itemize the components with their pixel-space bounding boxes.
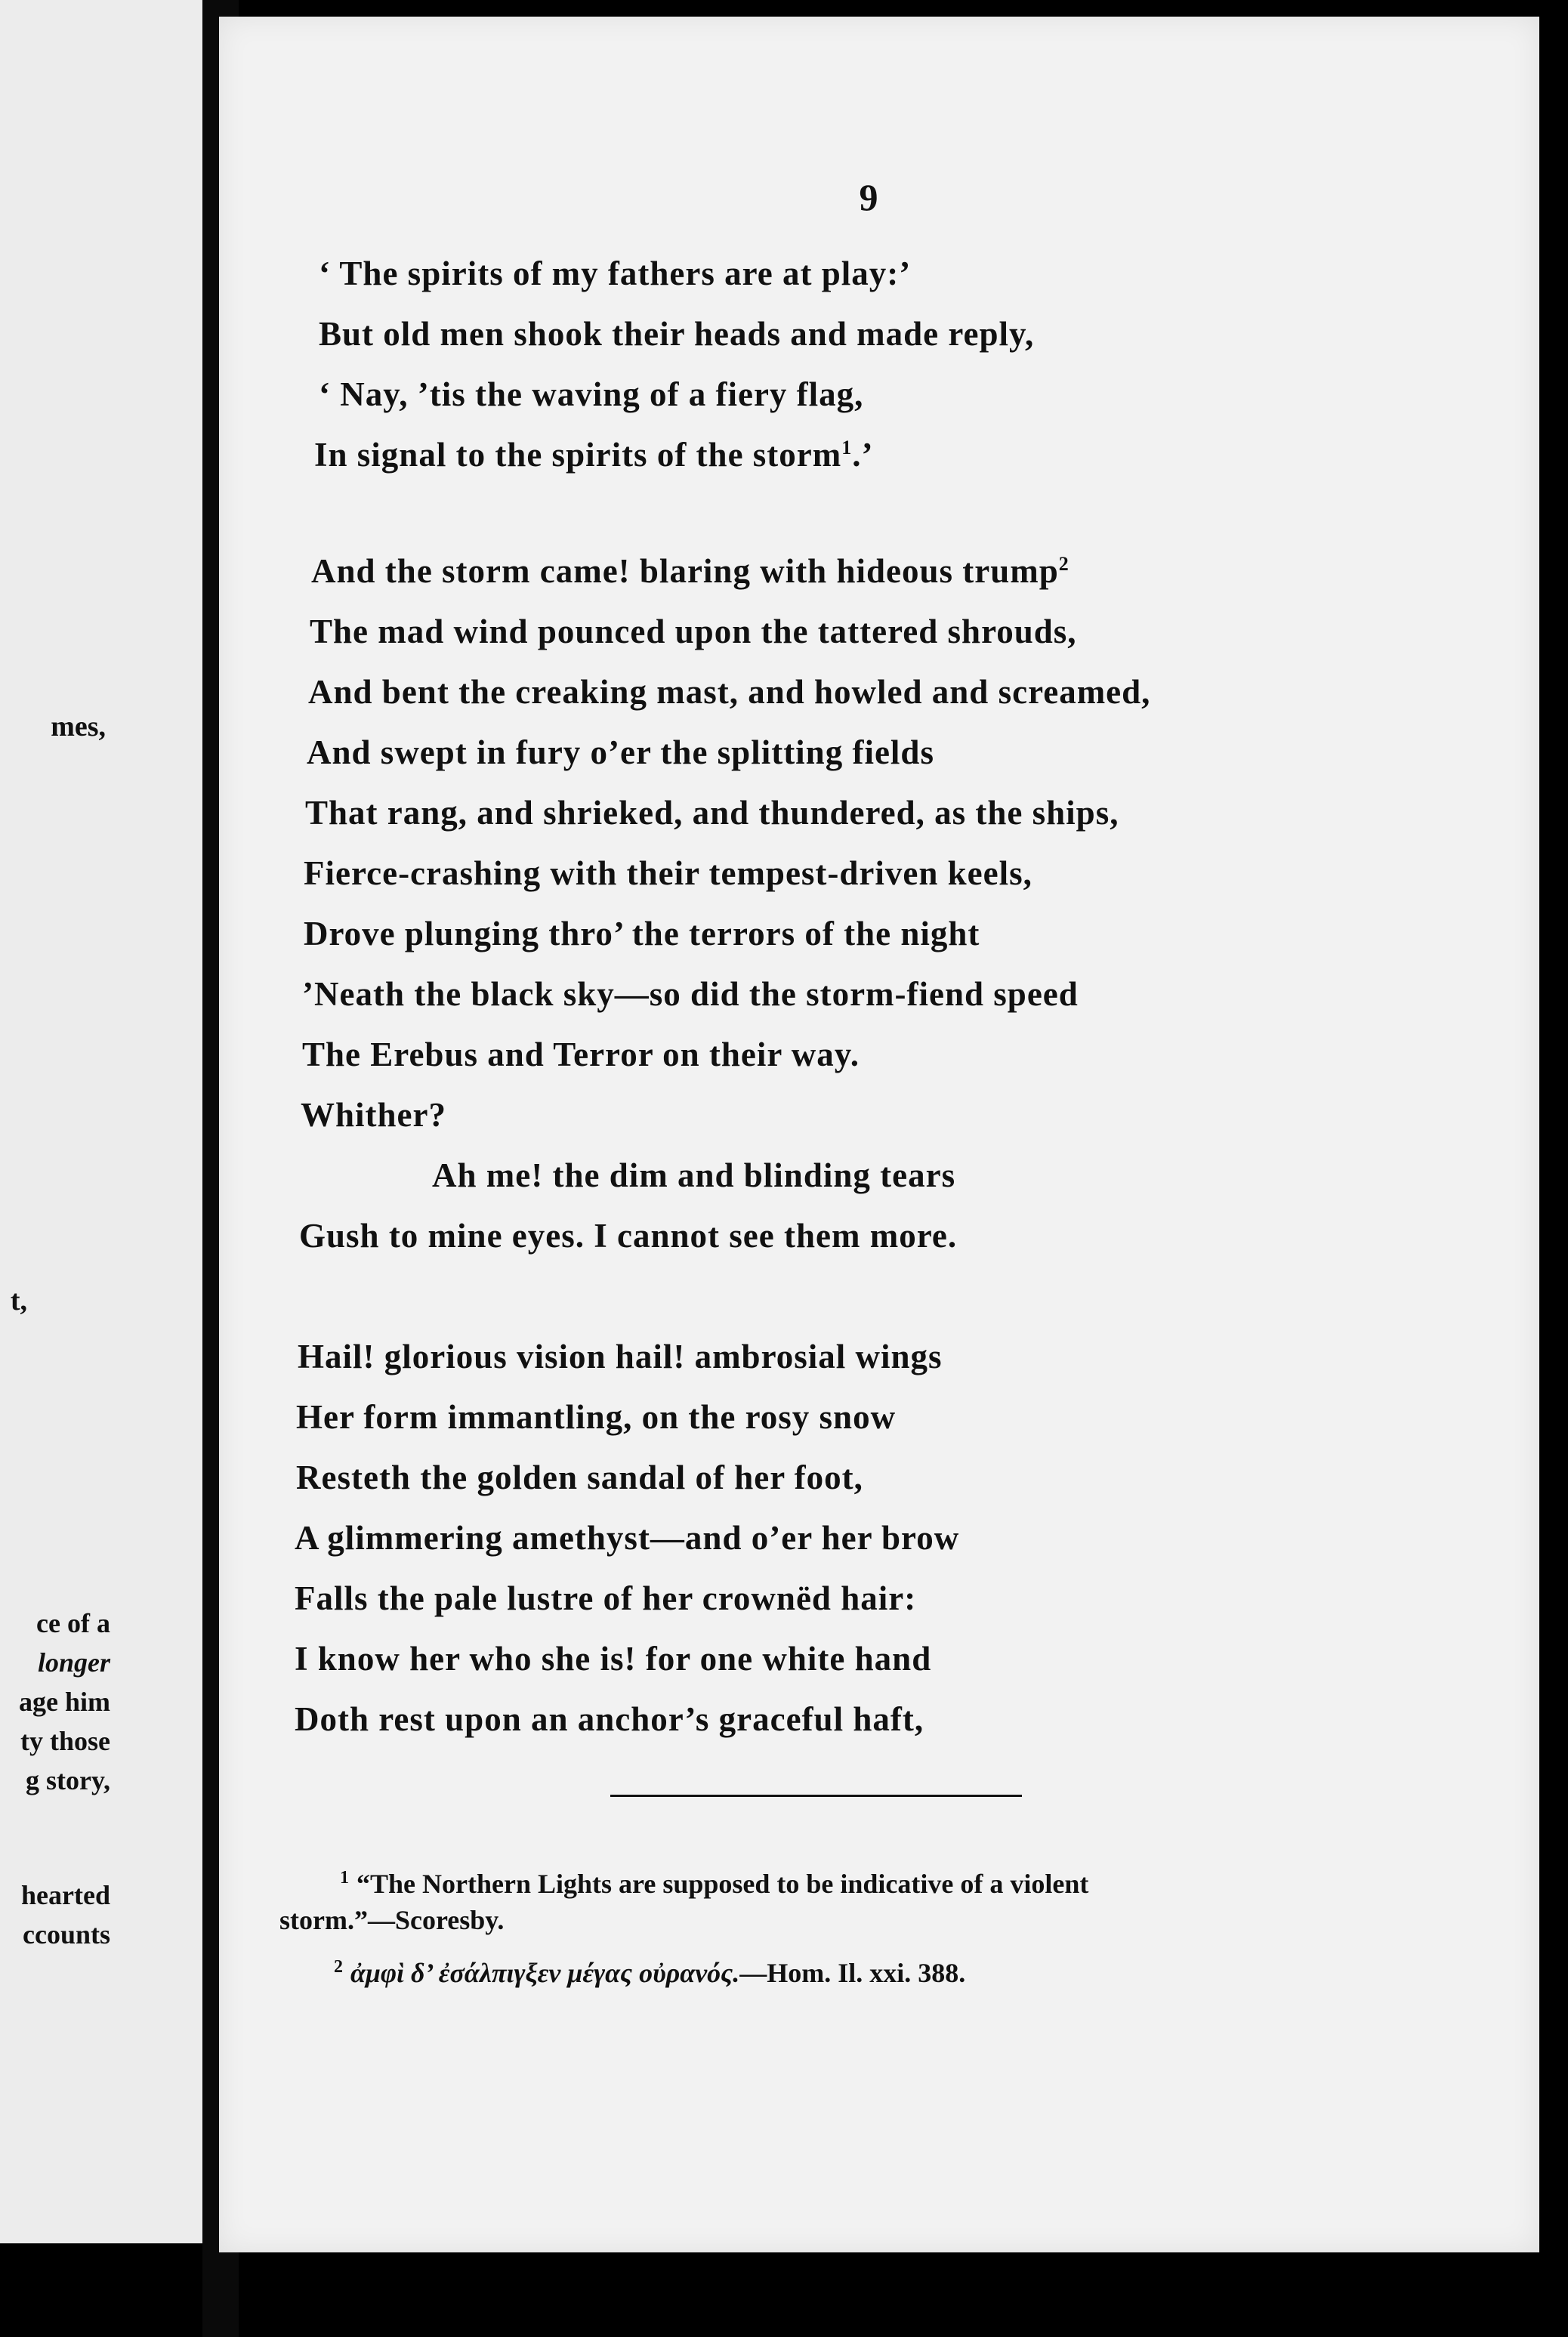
left-page-fragment: longer [37, 1647, 110, 1678]
footnote-greek-quote: ἀμφὶ δ’ ἐσάλπιγξεν μέγας οὐρανός. [350, 1958, 740, 1988]
left-page-fragment: ccounts [23, 1919, 110, 1950]
poem-line-tail: .’ [852, 436, 874, 474]
left-page [0, 0, 202, 2243]
poem-line: Doth rest upon an anchor’s graceful haft, [295, 1700, 924, 1738]
poem-line: Ah me! the dim and blinding tears [432, 1156, 956, 1194]
left-page-fragment: g story, [26, 1765, 110, 1795]
poem-line: Hail! glorious vision hail! ambrosial wings [298, 1338, 943, 1375]
footnote-1-continued: storm.”—Scoresby. [279, 1905, 505, 1935]
poem-line: Falls the pale lustre of her crownëd hair: [295, 1579, 917, 1617]
left-page-fragment: age him [19, 1687, 110, 1717]
left-page-fragment: mes, [51, 711, 106, 742]
poem-line: And bent the creaking mast, and howled and screamed, [308, 673, 1151, 711]
poem-line: Gush to mine eyes. I cannot see them more. [299, 1217, 958, 1255]
poem-line: ‘ Nay, ’tis the waving of a fiery flag, [319, 375, 864, 413]
footnote-2 [334, 1958, 965, 1987]
poem-line: Resteth the golden sandal of her foot, [296, 1459, 863, 1496]
poem-line: Fierce-crashing with their tempest-driven keels, [304, 854, 1032, 892]
footnote-citation: —Hom. Il. xxi. 388. [739, 1958, 966, 1988]
left-page-fragment: t, [10, 1285, 27, 1317]
poem-line: I know her who she is! for one white hand [295, 1640, 932, 1678]
poem-line: Whither? [301, 1096, 446, 1134]
left-page-fragment: hearted [21, 1880, 110, 1910]
poem-line: Her form immantling, on the rosy snow [296, 1398, 897, 1436]
poem-line [311, 554, 1070, 588]
right-page [219, 17, 1539, 2252]
poem-line: ‘ The spirits of my fathers are at play:’ [319, 255, 912, 292]
footnote-mark: 1 [340, 1868, 349, 1888]
footnote-1 [340, 1869, 1088, 1897]
poem-line: Drove plunging thro’ the terrors of the night [304, 915, 980, 952]
left-page-fragment: ce of a [36, 1608, 110, 1638]
poem-line: But old men shook their heads and made reply, [319, 315, 1035, 353]
poem-line: That rang, and shrieked, and thundered, as the ships, [305, 794, 1119, 832]
footnote-text: “The Northern Lights are supposed to be indicative of a violent [357, 1869, 1089, 1899]
poem-line [314, 438, 874, 472]
footnote-ref: 1 [841, 437, 853, 458]
poem-line-text: In signal to the spirits of the storm [314, 436, 842, 474]
poem-line: ’Neath the black sky—so did the storm-fiend speed [302, 975, 1079, 1013]
poem-line: A glimmering amethyst—and o’er her brow [295, 1519, 960, 1557]
poem-line: The Erebus and Terror on their way. [302, 1036, 860, 1073]
poem-line: The mad wind pounced upon the tattered shrouds, [310, 613, 1077, 650]
poem-line-text: And the storm came! blaring with hideous trump [311, 552, 1059, 590]
footnote-ref: 2 [1058, 553, 1070, 575]
poem-line: And swept in fury o’er the splitting fields [307, 733, 934, 771]
footnote-rule [610, 1795, 1022, 1797]
page-number: 9 [859, 176, 878, 218]
left-page-fragment: ty those [20, 1726, 110, 1756]
footnote-mark: 2 [334, 1957, 343, 1977]
